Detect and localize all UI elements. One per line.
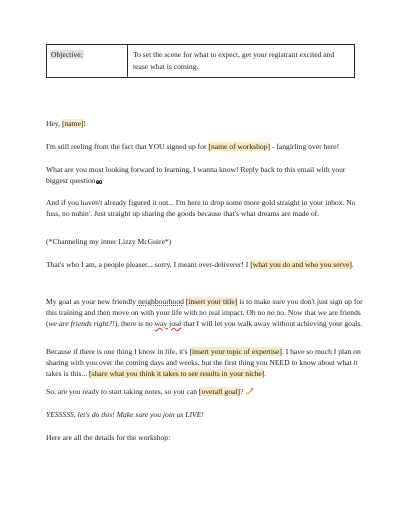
- greeting-text: Hey,: [46, 119, 62, 128]
- writing-hand-emoji-icon: [245, 387, 254, 395]
- p8-end: ?: [240, 387, 246, 396]
- greeting-paragraph: [46, 118, 364, 129]
- paragraph-people-pleaser: [46, 259, 364, 270]
- paragraph-lizzy: [46, 236, 364, 247]
- topic-placeholder: [insert your topic of expertise]: [189, 347, 282, 356]
- what-you-do-placeholder: [what you do and who you serve]: [250, 260, 352, 269]
- objective-label: Objective:: [51, 50, 83, 59]
- overall-goal-placeholder: [overall goal]: [198, 387, 241, 396]
- p10-text: Here are all the details for the workshop:: [46, 433, 171, 442]
- p3-text: And if you haven't already figured it out... I'm here to drop some more gold straight in your inbox. No fuss, no nuhin'. Just straight up sharing the goods because that's what dreams are made of.: [46, 198, 356, 218]
- p7-text-a: Because if there is one thing I know in life, it's: [46, 347, 190, 356]
- way-jose-phrase: way josé: [154, 319, 182, 328]
- eyes-emoji-icon: [96, 176, 103, 187]
- p6-text-c: is to make sure you don't just sign up for this training and then move on with your life with no real impact. Oh no no no. Now that we are friends (: [46, 297, 363, 328]
- greeting-end: !: [83, 119, 87, 128]
- paragraph-expertise: [46, 346, 364, 379]
- paragraph-signed-up: [46, 141, 364, 152]
- objective-value: To set the scene for what to expect, get your registrant excited and tease what is coming.: [133, 50, 335, 71]
- workshop-name-placeholder: [name of workshop]: [208, 142, 270, 151]
- p7-end: .: [264, 369, 267, 378]
- paragraph-gold: [46, 197, 364, 219]
- p8-text: So, are you ready to start taking notes, so you can: [46, 387, 199, 396]
- p4-text: (*Channeling my inner Lizzy McGuire*): [46, 237, 172, 246]
- p7-text-b: . I have so much I plan on sharing with you over the coming days and weeks, but the first thing you NEED to know about what it takes is this...: [46, 347, 361, 378]
- p6-text-e: that I will let you walk away without achieving your goals.: [181, 319, 363, 328]
- name-placeholder: [name]: [61, 119, 84, 128]
- neighbourhood-word: neighbourhood: [137, 297, 184, 306]
- p5-end: .: [351, 260, 354, 269]
- objective-label-cell: [47, 45, 128, 77]
- paragraph-question: [46, 164, 364, 187]
- p1-end: - fangirling over here!: [270, 142, 340, 151]
- share-results-placeholder: [share what you think it takes to see results in your niche]: [89, 369, 265, 378]
- p6-text-d: ), there is no: [114, 319, 155, 328]
- p6-text-a: My goal as your new friendly: [46, 297, 138, 306]
- paragraph-goal: [46, 296, 364, 329]
- friends-italic: we are friends right?!: [48, 319, 115, 328]
- p5-text: That's who I am, a people pleaser... sorry, I meant over-deliverer! I: [46, 260, 251, 269]
- objective-table: [46, 44, 355, 78]
- paragraph-details: [46, 432, 364, 443]
- p2-text: What are you most looking forward to learning, I wanna know! Reply back to this email with your biggest question: [46, 165, 346, 185]
- title-placeholder: [insert your title]: [185, 297, 238, 306]
- paragraph-lets-do-this: [46, 409, 364, 420]
- paragraph-ready: [46, 386, 364, 397]
- p1-text: I'm still reeling from the fact that YOU signed up for: [46, 142, 209, 151]
- p9-text: YESSSSS, let's do this! Make sure you join us LIVE!: [46, 410, 204, 419]
